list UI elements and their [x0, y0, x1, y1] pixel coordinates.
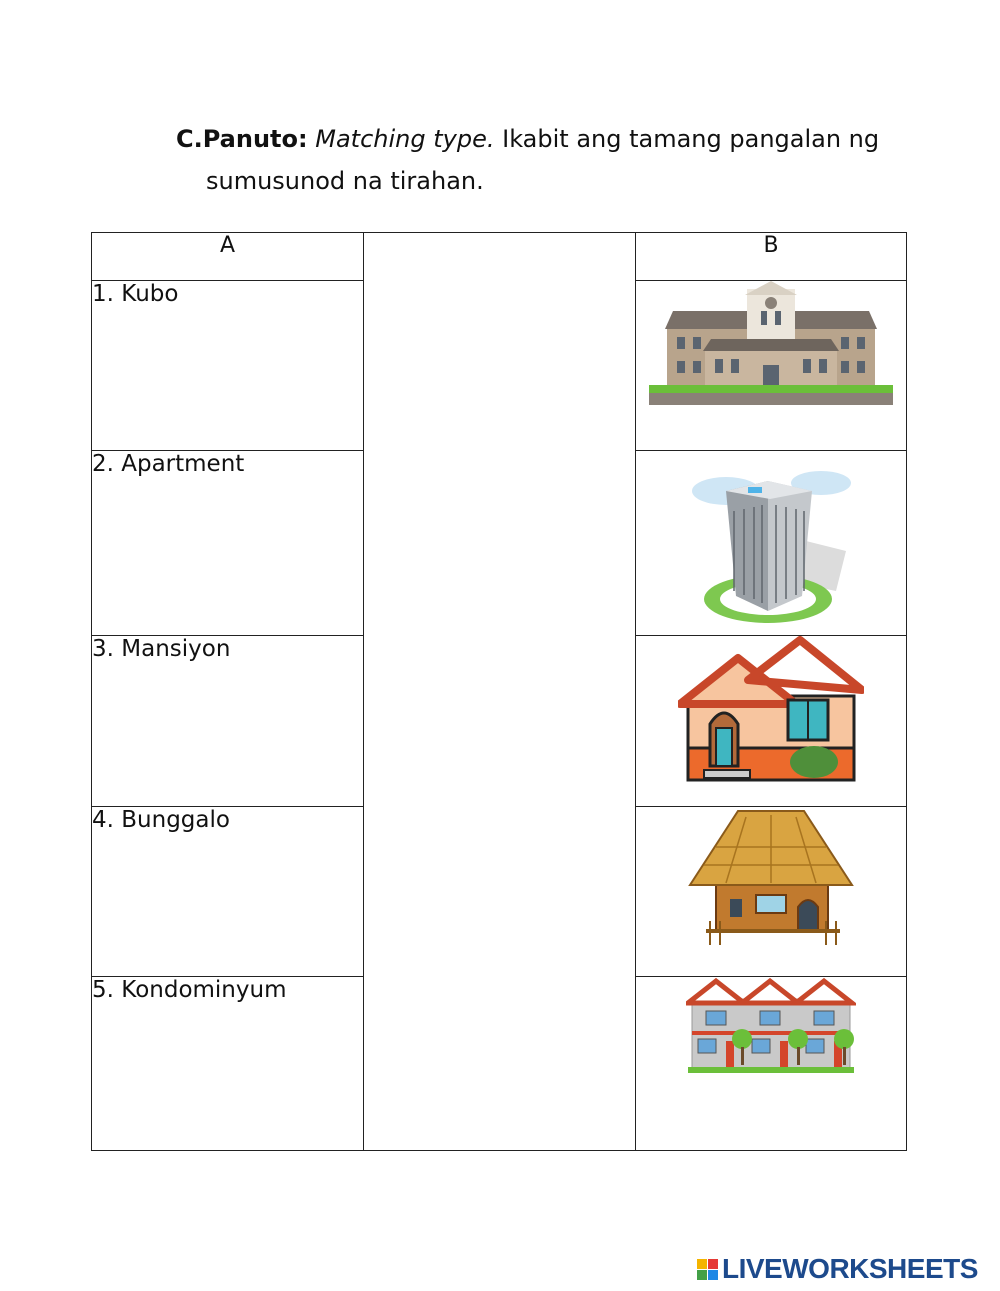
column-b-header: B	[636, 233, 907, 281]
mansion-image	[649, 281, 893, 409]
picture-mansion[interactable]	[636, 281, 907, 451]
instructions-line-2: sumusunod na tirahan.	[206, 167, 484, 195]
instructions-mode: Matching type.	[315, 125, 495, 153]
bungalow-image	[678, 636, 864, 786]
item-5[interactable]: 5. Kondominyum	[92, 977, 364, 1151]
answer-area[interactable]	[364, 233, 636, 1151]
instructions-text: Ikabit ang tamang pangalan ng	[502, 125, 880, 153]
picture-nipa-hut[interactable]	[636, 807, 907, 977]
logo-text: LIVEWORKSHEETS	[722, 1253, 978, 1284]
picture-bungalow[interactable]	[636, 636, 907, 807]
apartment-image	[686, 977, 856, 1077]
column-a-header: A	[92, 233, 364, 281]
liveworksheets-logo	[697, 1254, 978, 1284]
condominium-image	[686, 451, 856, 631]
logo-icon	[697, 1259, 718, 1280]
instructions-label: C.Panuto:	[176, 125, 308, 153]
item-1[interactable]: 1. Kubo	[92, 281, 364, 451]
picture-condominium[interactable]	[636, 451, 907, 636]
matching-table	[91, 232, 907, 1151]
item-4[interactable]: 4. Bunggalo	[92, 807, 364, 977]
item-3[interactable]: 3. Mansiyon	[92, 636, 364, 807]
nipa-hut-image	[686, 807, 856, 947]
picture-apartment[interactable]	[636, 977, 907, 1151]
instructions	[176, 118, 936, 202]
instructions-line-1	[176, 118, 936, 160]
item-2[interactable]: 2. Apartment	[92, 451, 364, 636]
